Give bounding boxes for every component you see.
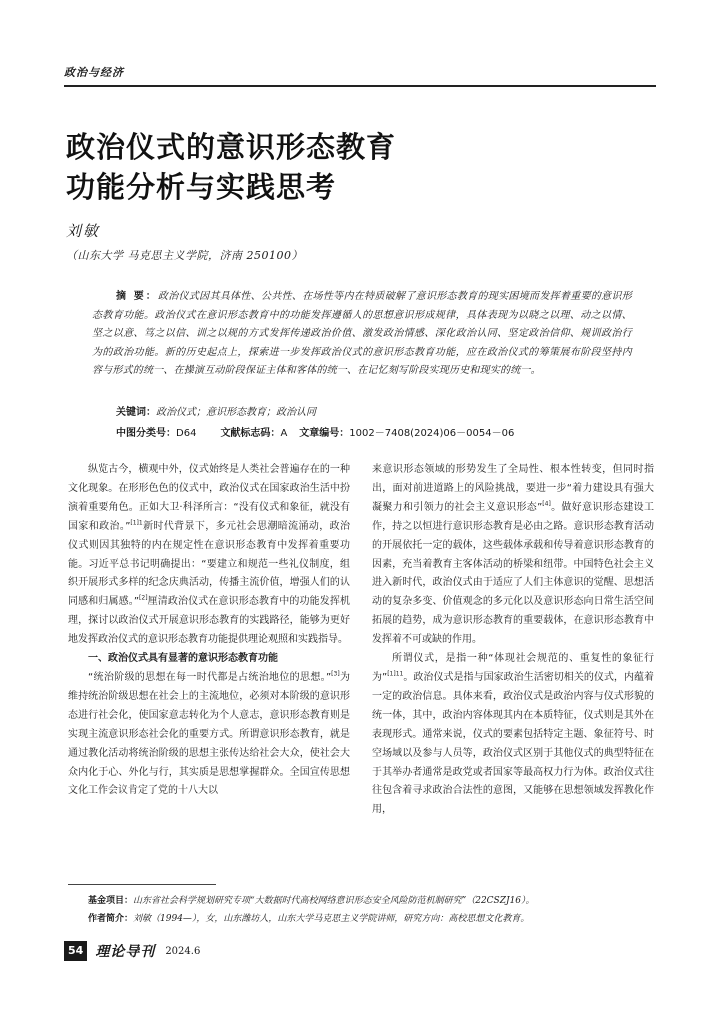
footnote-rule	[68, 884, 216, 885]
paragraph: 纵览古今，横观中外，仪式始终是人类社会普遍存在的一种文化现象。在形形色色的仪式中，政治仪式在国家政治生活中扮演着重要角色。正如大卫·科泽所言：“没有仪式和象征，就没有国家和政治。”$^{[1]1}$新时代背景下，多元社会思潮暗流涌动，政治仪式则因其独特的内在规定性在意识形态教育中发挥着重要功能。习近平总书记明确提出：“要建立和规范一些礼仪制度，组织开展形式多样的纪念庆典活动，传播主流价值，增强人们的认同感和归属感。”[2]厘清政治仪式在意识形态教育中的功能发挥机理，探讨以政治仪式开展意识形态教育的实践路径，能够为更好地发挥政治仪式的意识形态教育功能提供理论观照和实践指导。	[68, 464, 351, 646]
keywords-text: 政治仪式；意识形态教育；政治认同	[156, 407, 316, 418]
citation[interactable]: [1]11	[387, 670, 404, 678]
author-name: 刘敏	[66, 222, 101, 240]
abstract-text: 政治仪式因其具体性、公共性、在场性等内在特质破解了意识形态教育的现实困境而发挥着重要的意识形态教育功能。政治仪式在意识形态教育中的功能发挥遵循人的思想意识形成规律，具体表现为以晓之以理、动之以情、坚之以意、笃之以信、训之以规的方式发挥传递政治价值、激发政治情感、深化政治认同、坚定政治信仰、规训政治行为的政治功能。新的历史起点上，探索进一步发挥政治仪式的意识形态教育功能，应在政治仪式的筹策展布阶段坚持内容与形式的统一、在操演互动阶段保证主体和客体的统一、在记忆刻写阶段实现历史和现实的统一。	[92, 291, 632, 376]
page-number: 54	[64, 941, 87, 961]
funding-text: 山东省社会科学规划研究专项“大数据时代高校网络意识形态安全风险防范机制研究”（22CSZJ16）。	[133, 896, 535, 906]
title-line-2: 功能分析与实践思考	[66, 170, 337, 204]
journal-name: 理论导刊	[95, 944, 156, 960]
paragraph: “统治阶级的思想在每一时代都是占统治地位的思想。”[3]为维持统治阶级思想在社会上的主流地位，必须对本阶级的意识形态进行社会化，使国家意志转化为个人意志，意识形态教育则是实现主流意识形态社会化的重要方式。所谓意识形态教育，就是通过教化活动将统治阶级的思想主张传达给社会大众，使社会大众内化于心、外化与行，其实质是思想掌握群众。全国宣传思想文化工作会议肯定了党的十八大以	[68, 670, 350, 797]
citation[interactable]: [4]	[542, 500, 551, 508]
author-affiliation: （山东大学 马克思主义学院，济南 250100）	[66, 249, 303, 262]
issue-date: 2024.6	[165, 945, 201, 957]
clc-value: D64	[176, 428, 197, 439]
paragraph: 来意识形态领域的形势发生了全局性、根本性转变，但同时指出，面对前进道路上的风险挑战，要进一步“着力建设具有强大凝聚力和引领力的社会主义意识形态”[4]。做好意识形态建设工作，持之以恒进行意识形态教育是必由之路。意识形态教育活动的开展依托一定的载体，这些载体承载和传导着意识形态教育的因素，充当着教育主客体活动的桥梁和纽带。中国特色社会主义进入新时代，政治仪式由于适应了人们主体意识的觉醒、思想活动的复杂多变、价值观念的多元化以及意识形态向日常生活空间拓展的趋势，成为意识形态教育的重要载体，在意识形态教育中发挥着不可或缺的作用。	[372, 464, 654, 646]
author-bio-note	[88, 911, 668, 924]
paragraph: 所谓仪式，是指一种“体现社会规范的、重复性的象征行为”$^{[1]11}$。政治仪式是指与国家政治生活密切相关的仪式，内蕴着一定的政治信息。具体来看，政治仪式是政治内容与仪式形貌的统一体，其中，政治内容体现其内在本质特征，仪式则是其外在表现形式。通常来说，仪式的要素包括特定主题、象征符号、时空场域以及参与人员等，政治仪式区别于其他仪式的典型特征在于其举办者通常是政党或者国家等最高权力行为体。政治仪式往往包含着寻求政治合法性的意图，又能够在思想领域发挥教化作用，	[372, 653, 655, 816]
clc-label: 中图分类号：	[116, 428, 176, 439]
title-line-1: 政治仪式的意识形态教育	[66, 130, 397, 164]
body-column-left	[68, 461, 350, 801]
keywords	[116, 403, 316, 418]
articleno-value: 1002－7408(2024)06－0054－06	[349, 428, 515, 439]
funding-label: 基金项目：	[88, 896, 134, 906]
bio-label: 作者简介：	[88, 914, 134, 924]
keywords-label: 关键词：	[116, 407, 156, 418]
classification-line	[116, 424, 514, 439]
article-title	[66, 127, 626, 207]
bio-text: 刘敏（1994—），女，山东潍坊人，山东大学马克思主义学院讲师，研究方向：高校思想文化教育。	[133, 914, 530, 924]
citation[interactable]: [3]	[331, 670, 340, 678]
section-header: 政治与经济	[64, 66, 124, 79]
doccode-value: A	[280, 428, 288, 439]
body-column-right	[372, 461, 654, 820]
citation[interactable]: [1]1	[130, 519, 143, 527]
section-heading: 一、政治仪式具有显著的意识形态教育功能	[88, 653, 278, 665]
abstract	[92, 288, 632, 381]
page-footer	[64, 940, 200, 962]
doccode-label: 文献标志码：	[220, 428, 281, 439]
articleno-label: 文章编号：	[299, 428, 350, 439]
citation[interactable]: [2]	[139, 595, 148, 603]
abstract-label: 摘 要：	[116, 291, 158, 302]
funding-note	[88, 893, 668, 906]
header-rule	[64, 85, 656, 87]
